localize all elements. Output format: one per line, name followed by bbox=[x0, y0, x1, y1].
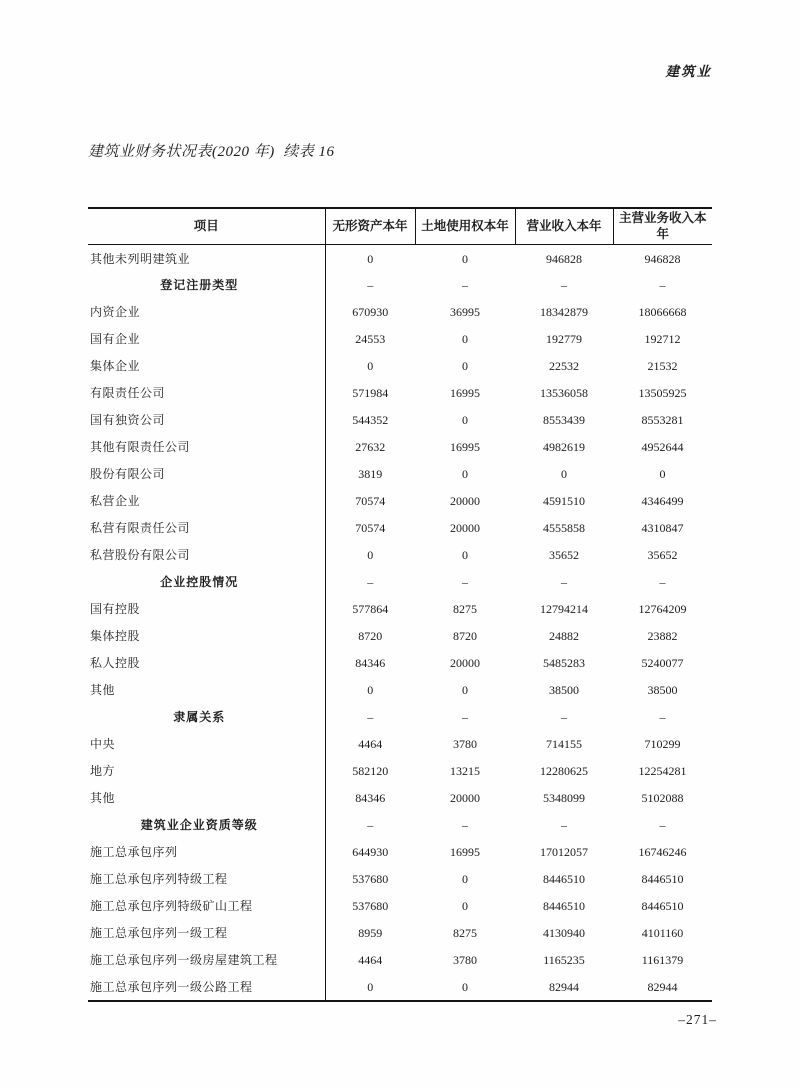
cell-intangible-assets: 3819 bbox=[358, 467, 383, 482]
cell-main-business-revenue: 8553281 bbox=[641, 413, 684, 428]
cell-land-use-rights: 16995 bbox=[450, 440, 480, 455]
cell-land-use-rights: 20000 bbox=[450, 494, 480, 509]
table-row bbox=[88, 542, 712, 569]
cell-main-business-revenue: – bbox=[659, 710, 666, 725]
cell-intangible-assets: 70574 bbox=[355, 494, 386, 509]
cell-land-use-rights: 3780 bbox=[453, 737, 477, 752]
cell-intangible-assets: – bbox=[367, 818, 374, 833]
row-label: 地方 bbox=[88, 758, 325, 785]
row-label: 企业控股情况 bbox=[88, 569, 325, 596]
cell-operating-revenue: 4982619 bbox=[543, 440, 585, 455]
col-header-intangible-assets: 无形资产本年 bbox=[325, 208, 415, 245]
cell-operating-revenue: 82944 bbox=[549, 979, 579, 994]
cell-operating-revenue: 8446510 bbox=[543, 872, 585, 887]
table-row bbox=[88, 515, 712, 542]
cell-land-use-rights: 20000 bbox=[450, 656, 480, 671]
row-label: 施工总承包序列一级房屋建筑工程 bbox=[88, 947, 325, 974]
row-label: 施工总承包序列 bbox=[88, 839, 325, 866]
cell-intangible-assets: 24553 bbox=[355, 332, 386, 347]
cell-operating-revenue: 18342879 bbox=[540, 305, 588, 320]
page-number: –271– bbox=[678, 1012, 717, 1027]
cell-intangible-assets: 537680 bbox=[352, 899, 389, 914]
cell-operating-revenue: 1165235 bbox=[543, 953, 585, 968]
cell-intangible-assets: 84346 bbox=[355, 791, 386, 806]
cell-operating-revenue: 5348099 bbox=[543, 791, 585, 806]
table-row bbox=[88, 812, 712, 839]
cell-intangible-assets: 577864 bbox=[352, 602, 389, 617]
table-row bbox=[88, 866, 712, 893]
table-row bbox=[88, 920, 712, 947]
table-row bbox=[88, 272, 712, 299]
cell-main-business-revenue: 4952644 bbox=[641, 440, 684, 455]
row-label: 登记注册类型 bbox=[88, 272, 325, 299]
cell-land-use-rights: 0 bbox=[462, 979, 468, 994]
cell-main-business-revenue: 12254281 bbox=[638, 764, 687, 779]
cell-land-use-rights: 0 bbox=[462, 413, 468, 428]
cell-operating-revenue: 8446510 bbox=[543, 899, 585, 914]
cell-operating-revenue: 8553439 bbox=[543, 413, 585, 428]
cell-intangible-assets: 537680 bbox=[352, 872, 389, 887]
cell-main-business-revenue: 710299 bbox=[644, 737, 681, 752]
row-label: 其他 bbox=[88, 677, 325, 704]
table-row bbox=[88, 461, 712, 488]
cell-main-business-revenue: – bbox=[659, 818, 666, 833]
cell-land-use-rights: 13215 bbox=[450, 764, 480, 779]
cell-operating-revenue: 35652 bbox=[549, 548, 579, 563]
row-label: 中央 bbox=[88, 731, 325, 758]
cell-land-use-rights: 20000 bbox=[450, 521, 480, 536]
cell-intangible-assets: 70574 bbox=[355, 521, 386, 536]
finance-status-table bbox=[88, 207, 712, 1002]
row-label: 隶属关系 bbox=[88, 704, 325, 731]
table-row bbox=[88, 326, 712, 353]
cell-intangible-assets: 0 bbox=[367, 251, 374, 266]
cell-intangible-assets: 582120 bbox=[352, 764, 389, 779]
table-row bbox=[88, 407, 712, 434]
table-row bbox=[88, 785, 712, 812]
cell-intangible-assets: 670930 bbox=[352, 305, 389, 320]
cell-main-business-revenue: 18066668 bbox=[638, 305, 687, 320]
cell-intangible-assets: 544352 bbox=[352, 413, 389, 428]
cell-main-business-revenue: 4346499 bbox=[641, 494, 684, 509]
cell-operating-revenue: 12794214 bbox=[540, 602, 588, 617]
cell-main-business-revenue: 8446510 bbox=[641, 899, 684, 914]
table-row bbox=[88, 893, 712, 920]
row-label: 其他 bbox=[88, 785, 325, 812]
table-row bbox=[88, 245, 712, 272]
cell-land-use-rights: 0 bbox=[462, 872, 468, 887]
cell-intangible-assets: 0 bbox=[367, 683, 374, 698]
table-row bbox=[88, 299, 712, 326]
table-row bbox=[88, 596, 712, 623]
cell-operating-revenue: 192779 bbox=[546, 332, 582, 347]
cell-intangible-assets: 27632 bbox=[355, 440, 386, 455]
col-header-item: 项目 bbox=[88, 208, 325, 245]
row-label: 私营股份有限公司 bbox=[88, 542, 325, 569]
cell-land-use-rights: 0 bbox=[462, 251, 468, 266]
cell-land-use-rights: 36995 bbox=[450, 305, 480, 320]
row-label: 有限责任公司 bbox=[88, 380, 325, 407]
cell-operating-revenue: 4591510 bbox=[543, 494, 585, 509]
cell-intangible-assets: – bbox=[367, 278, 374, 293]
cell-intangible-assets: 4464 bbox=[358, 737, 383, 752]
row-label: 其他未列明建筑业 bbox=[88, 245, 325, 272]
cell-operating-revenue: 5485283 bbox=[543, 656, 585, 671]
cell-main-business-revenue: 13505925 bbox=[638, 386, 687, 401]
cell-operating-revenue: 4555858 bbox=[543, 521, 585, 536]
row-label: 集体控股 bbox=[88, 623, 325, 650]
cell-main-business-revenue: 35652 bbox=[647, 548, 678, 563]
cell-intangible-assets: 8959 bbox=[358, 926, 383, 941]
cell-main-business-revenue: 192712 bbox=[644, 332, 681, 347]
cell-land-use-rights: 8275 bbox=[453, 602, 477, 617]
cell-operating-revenue: – bbox=[561, 575, 567, 590]
table-row bbox=[88, 569, 712, 596]
cell-operating-revenue: 12280625 bbox=[540, 764, 588, 779]
cell-main-business-revenue: 8446510 bbox=[641, 872, 684, 887]
row-label: 国有独资公司 bbox=[88, 407, 325, 434]
cell-land-use-rights: 3780 bbox=[453, 953, 477, 968]
cell-land-use-rights: 8720 bbox=[453, 629, 477, 644]
row-label: 建筑业企业资质等级 bbox=[88, 812, 325, 839]
cell-land-use-rights: – bbox=[462, 575, 468, 590]
col-header-operating-revenue: 营业收入本年 bbox=[515, 208, 613, 245]
cell-land-use-rights: 0 bbox=[462, 359, 468, 374]
cell-land-use-rights: 16995 bbox=[450, 386, 480, 401]
chapter-corner-label: 建筑业 bbox=[665, 64, 712, 79]
row-label: 施工总承包序列一级工程 bbox=[88, 920, 325, 947]
row-label: 国有企业 bbox=[88, 326, 325, 353]
cell-operating-revenue: 22532 bbox=[549, 359, 579, 374]
col-header-main-business-revenue: 主营业务收入本年 bbox=[613, 208, 712, 245]
table-header-row bbox=[88, 208, 712, 245]
table-row bbox=[88, 677, 712, 704]
table-header bbox=[88, 208, 712, 245]
row-label: 其他有限责任公司 bbox=[88, 434, 325, 461]
cell-main-business-revenue: – bbox=[659, 278, 666, 293]
row-label: 私人控股 bbox=[88, 650, 325, 677]
cell-operating-revenue: – bbox=[561, 278, 567, 293]
cell-intangible-assets: 644930 bbox=[352, 845, 389, 860]
cell-main-business-revenue: 16746246 bbox=[638, 845, 687, 860]
cell-main-business-revenue: 5240077 bbox=[641, 656, 684, 671]
cell-operating-revenue: 946828 bbox=[546, 251, 582, 266]
table-row bbox=[88, 974, 712, 1001]
cell-operating-revenue: 17012057 bbox=[540, 845, 588, 860]
table-row bbox=[88, 623, 712, 650]
cell-main-business-revenue: – bbox=[659, 575, 666, 590]
row-label: 私营企业 bbox=[88, 488, 325, 515]
table-row bbox=[88, 758, 712, 785]
table-row bbox=[88, 947, 712, 974]
cell-main-business-revenue: 21532 bbox=[647, 359, 678, 374]
table-body bbox=[88, 245, 712, 1001]
row-label: 国有控股 bbox=[88, 596, 325, 623]
row-label: 私营有限责任公司 bbox=[88, 515, 325, 542]
cell-operating-revenue: 0 bbox=[561, 467, 567, 482]
cell-operating-revenue: 4130940 bbox=[543, 926, 585, 941]
cell-operating-revenue: 38500 bbox=[549, 683, 579, 698]
cell-intangible-assets: 4464 bbox=[358, 953, 383, 968]
cell-land-use-rights: 0 bbox=[462, 467, 468, 482]
cell-intangible-assets: – bbox=[367, 575, 374, 590]
cell-operating-revenue: – bbox=[561, 818, 567, 833]
cell-land-use-rights: 0 bbox=[462, 683, 468, 698]
cell-land-use-rights: 16995 bbox=[450, 845, 480, 860]
cell-main-business-revenue: 38500 bbox=[647, 683, 678, 698]
row-label: 施工总承包序列一级公路工程 bbox=[88, 974, 325, 1001]
cell-intangible-assets: 84346 bbox=[355, 656, 386, 671]
cell-operating-revenue: 13536058 bbox=[540, 386, 588, 401]
cell-land-use-rights: 0 bbox=[462, 548, 468, 563]
cell-operating-revenue: 714155 bbox=[546, 737, 582, 752]
cell-main-business-revenue: 946828 bbox=[644, 251, 681, 266]
cell-intangible-assets: 0 bbox=[367, 359, 374, 374]
cell-land-use-rights: – bbox=[462, 710, 468, 725]
cell-main-business-revenue: 12764209 bbox=[638, 602, 687, 617]
cell-intangible-assets: 0 bbox=[367, 548, 374, 563]
row-label: 股份有限公司 bbox=[88, 461, 325, 488]
cell-land-use-rights: – bbox=[462, 818, 468, 833]
table-row bbox=[88, 380, 712, 407]
cell-land-use-rights: 8275 bbox=[453, 926, 477, 941]
cell-land-use-rights: 0 bbox=[462, 332, 468, 347]
cell-intangible-assets: 0 bbox=[367, 979, 374, 994]
cell-intangible-assets: 571984 bbox=[352, 386, 389, 401]
cell-intangible-assets: – bbox=[367, 710, 374, 725]
table-row bbox=[88, 488, 712, 515]
cell-operating-revenue: – bbox=[561, 710, 567, 725]
table-row bbox=[88, 731, 712, 758]
cell-main-business-revenue: 23882 bbox=[647, 629, 678, 644]
cell-main-business-revenue: 4310847 bbox=[641, 521, 684, 536]
table-row bbox=[88, 704, 712, 731]
cell-land-use-rights: – bbox=[462, 278, 468, 293]
row-label: 内资企业 bbox=[88, 299, 325, 326]
cell-intangible-assets: 8720 bbox=[358, 629, 383, 644]
cell-operating-revenue: 24882 bbox=[549, 629, 579, 644]
cell-main-business-revenue: 5102088 bbox=[641, 791, 684, 806]
cell-main-business-revenue: 4101160 bbox=[641, 926, 684, 941]
page-title: 建筑业财务状况表(2020 年) 续表 16 bbox=[88, 144, 335, 160]
table-row bbox=[88, 353, 712, 380]
table-row bbox=[88, 839, 712, 866]
row-label: 施工总承包序列特级矿山工程 bbox=[88, 893, 325, 920]
cell-land-use-rights: 20000 bbox=[450, 791, 480, 806]
cell-main-business-revenue: 1161379 bbox=[641, 953, 684, 968]
table-row bbox=[88, 650, 712, 677]
cell-main-business-revenue: 0 bbox=[659, 467, 666, 482]
col-header-land-use-rights: 土地使用权本年 bbox=[415, 208, 515, 245]
cell-main-business-revenue: 82944 bbox=[647, 979, 678, 994]
table-row bbox=[88, 434, 712, 461]
row-label: 集体企业 bbox=[88, 353, 325, 380]
row-label: 施工总承包序列特级工程 bbox=[88, 866, 325, 893]
cell-land-use-rights: 0 bbox=[462, 899, 468, 914]
